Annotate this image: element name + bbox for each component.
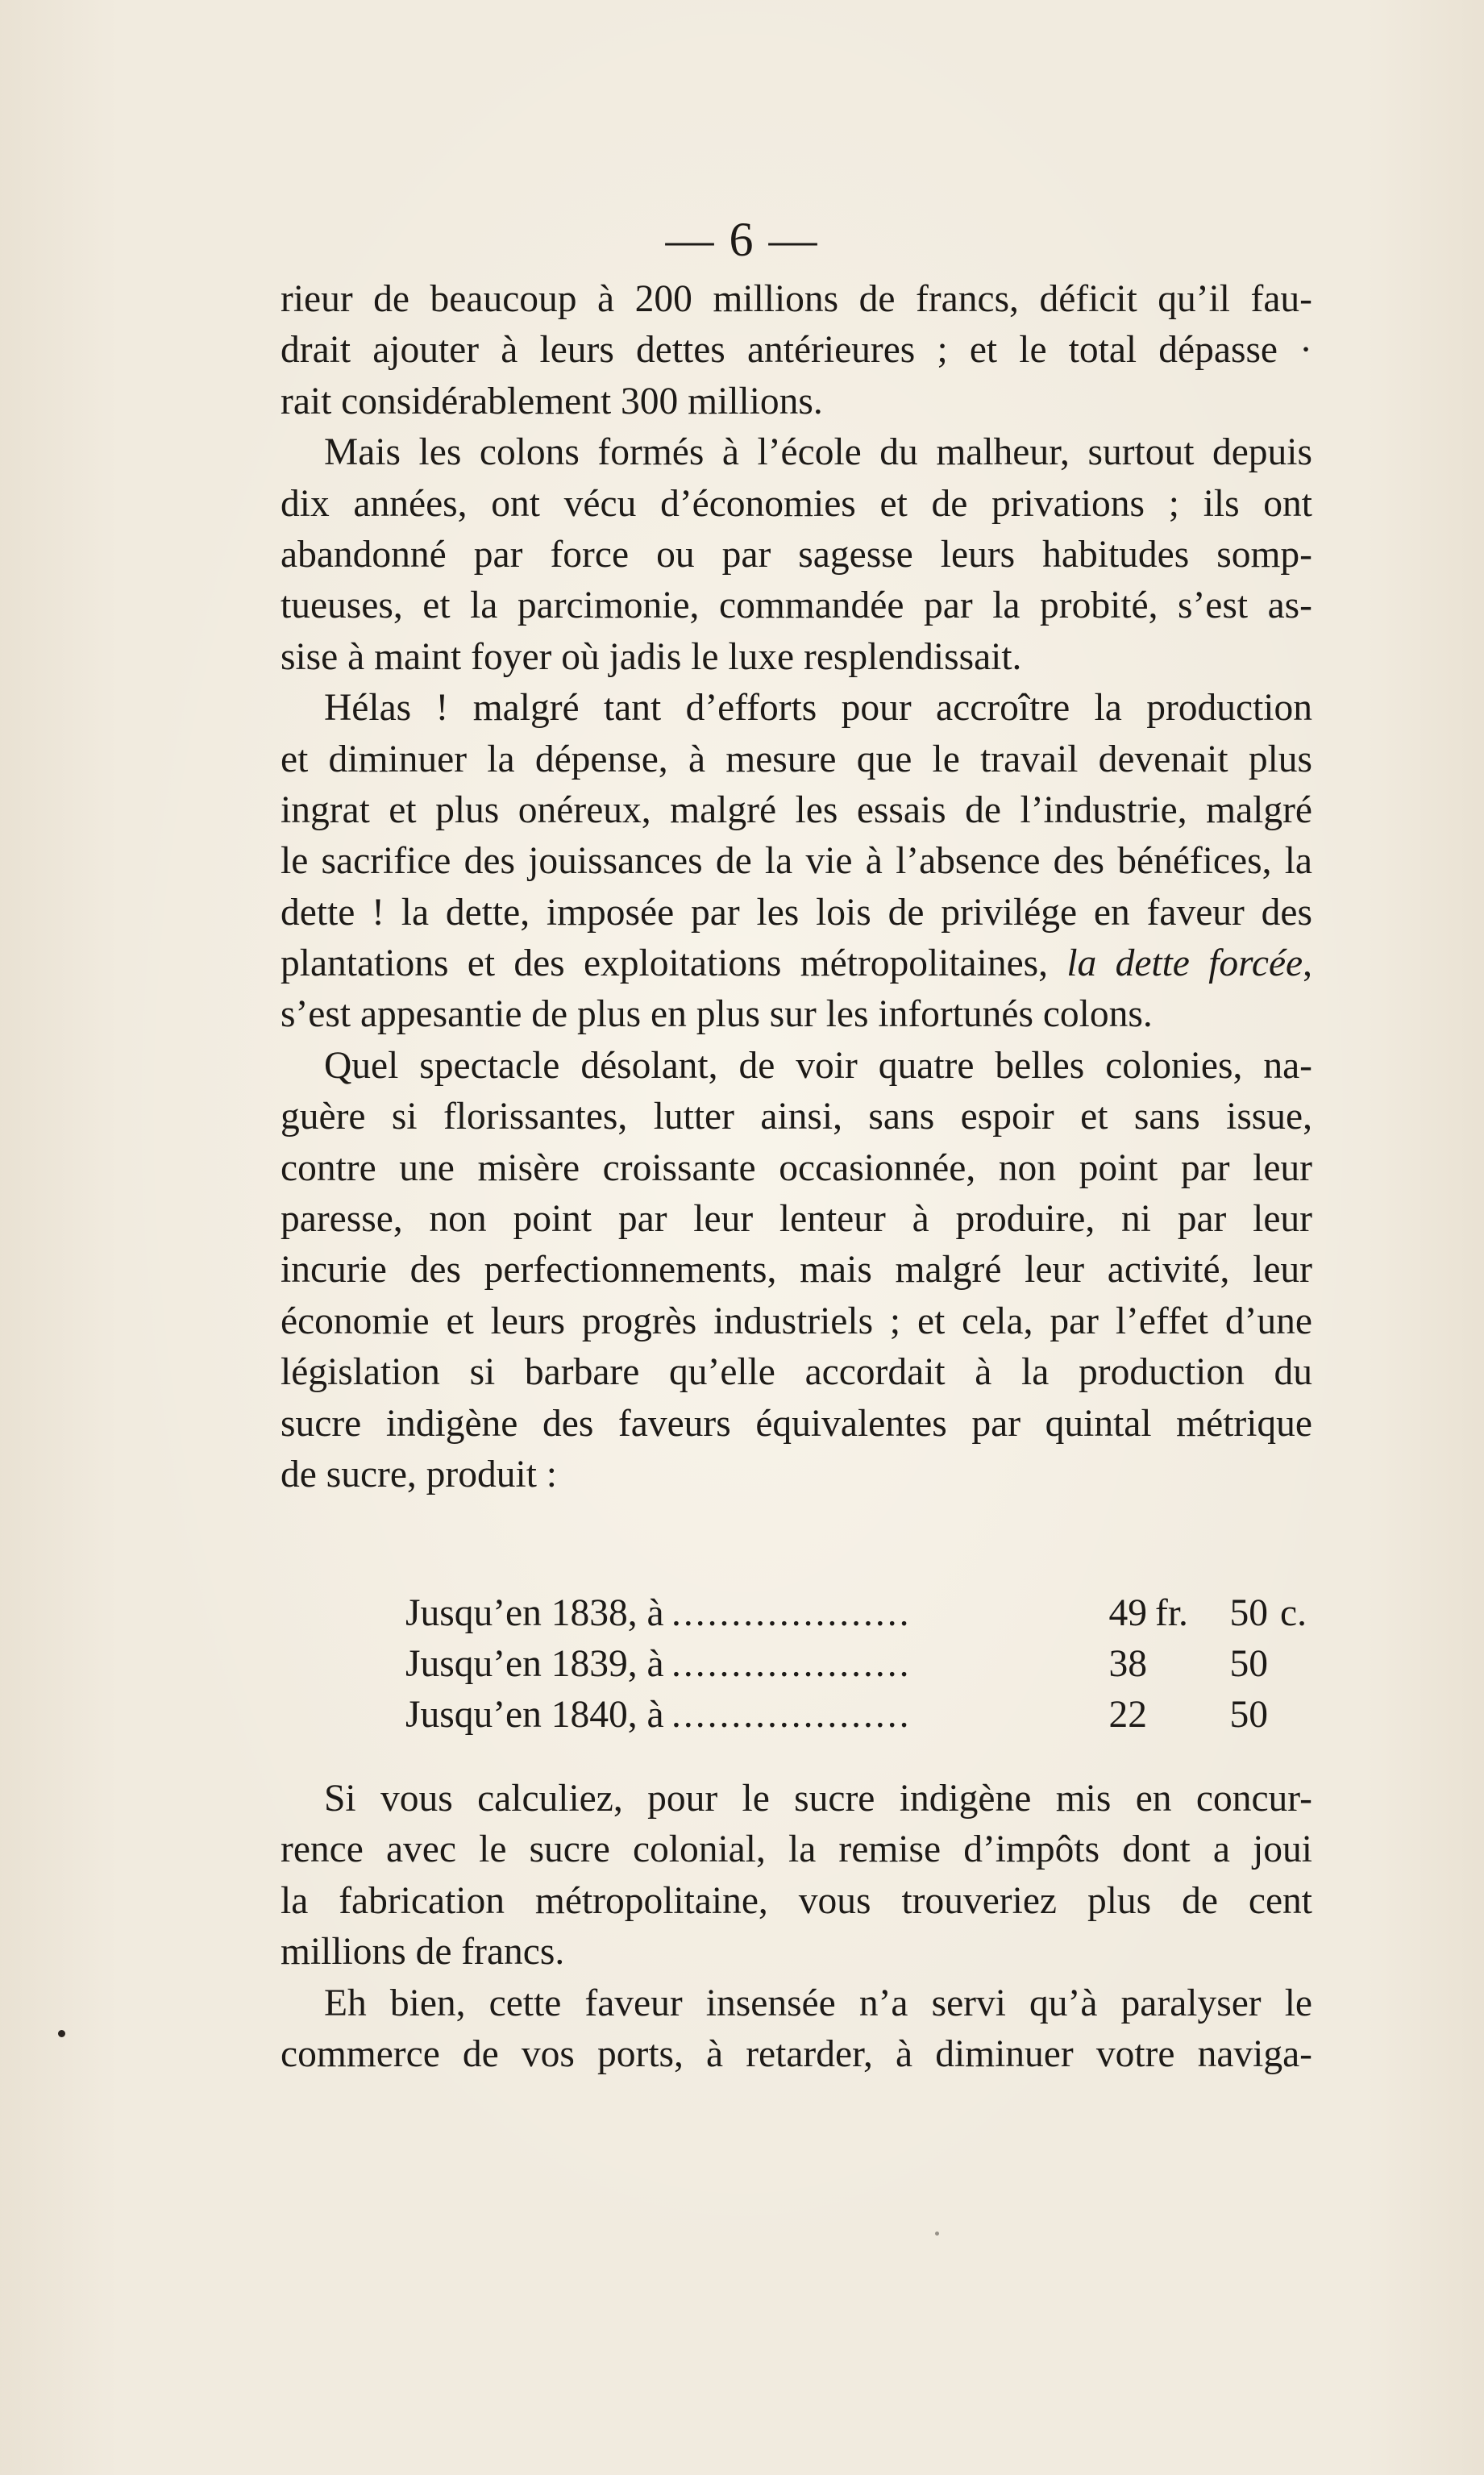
text-line: ingrat et plus onéreux, malgré les essais de l’industrie, malgré: [281, 788, 1312, 831]
text-line: guère si florissantes, lutter ainsi, sans espoir et sans issue,: [281, 1096, 1312, 1138]
body-text-continued: [281, 1774, 1312, 2080]
text-line: rence avec le sucre colonial, la remise d’impôts dont a joui: [281, 1828, 1312, 1871]
text-line: contre une misère croissante occasionnée, non point par leur: [281, 1146, 1312, 1189]
text-line: Quel spectacle désolant, de voir quatre belles colonies, na-: [324, 1044, 1312, 1087]
page-number: — 6 —: [665, 213, 819, 266]
text-line: législation si barbare qu’elle accordait à la production du: [281, 1351, 1312, 1394]
text-line: rait considérablement 300 millions.: [281, 380, 823, 422]
text-line: et diminuer la dépense, à mesure que le travail devenait plus: [281, 738, 1312, 780]
francs-value: 38: [1108, 1643, 1147, 1685]
text-line: Eh bien, cette faveur insensée n’a servi qu’à paralyser le: [324, 1982, 1312, 2024]
row-label: Jusqu’en 1840, à: [405, 1694, 664, 1736]
dot-leader: ....................: [671, 1643, 912, 1685]
ink-speck: [58, 2030, 65, 2037]
text-line: dette ! la dette, imposée par les lois de privilége en faveur des: [281, 891, 1312, 934]
text-line-with-italic: [281, 938, 1312, 989]
text-line: de sucre, produit :: [281, 1453, 557, 1495]
text-line: commerce de vos ports, à retarder, à diminuer votre naviga-: [281, 2032, 1312, 2075]
text-line: sucre indigène des faveurs équivalentes par quintal métrique: [281, 1402, 1312, 1445]
dot-leader: ....................: [671, 1592, 912, 1634]
text-line: sise à maint foyer où jadis le luxe resplendissait.: [281, 635, 1022, 678]
row-label: Jusqu’en 1839, à: [405, 1643, 664, 1685]
table-row: [405, 1690, 1308, 1741]
text-span: plantations et des exploitations métropolitaines,: [281, 942, 1067, 985]
francs-value: 49: [1108, 1592, 1147, 1634]
body-text: [281, 274, 1312, 1500]
text-line: économie et leurs progrès industriels ; et cela, par l’effet d’une: [281, 1300, 1312, 1342]
text-line: millions de francs.: [281, 1931, 565, 1974]
text-line: dix années, ont vécu d’économies et de privations ; ils ont: [281, 482, 1312, 525]
text-line: s’est appesantie de plus en plus sur les infortunés colons.: [281, 993, 1153, 1036]
text-line: la fabrication métropolitaine, vous trouveriez plus de cent: [281, 1879, 1312, 1922]
text-line: rieur de beaucoup à 200 millions de francs, déficit qu’il fau-: [281, 278, 1312, 320]
francs-unit: fr.: [1155, 1592, 1188, 1634]
text-line: Hélas ! malgré tant d’efforts pour accroître la production: [324, 687, 1312, 730]
text-line: incurie des perfectionnements, mais malgré leur activité, leur: [281, 1249, 1312, 1292]
text-line: drait ajouter à leurs dettes antérieures ; et le total dépasse ·: [281, 329, 1312, 372]
text-line: abandonné par force ou par sagesse leurs habitudes somp-: [281, 533, 1312, 576]
text-line: Mais les colons formés à l’école du malheur, surtout depuis: [324, 431, 1312, 474]
francs-value: 22: [1108, 1694, 1147, 1736]
text-line: Si vous calculiez, pour le sucre indigène mis en concur-: [324, 1778, 1312, 1820]
table-row: [405, 1588, 1308, 1639]
centimes-value: 50: [1229, 1643, 1268, 1685]
text-span: ,: [1303, 942, 1312, 985]
dot-leader: ....................: [671, 1694, 912, 1736]
text-line: tueuses, et la parcimonie, commandée par la probité, s’est as-: [281, 584, 1312, 627]
centimes-value: 50: [1229, 1694, 1268, 1736]
centimes-unit: c.: [1280, 1592, 1307, 1634]
table-row: [405, 1639, 1308, 1690]
ink-speck: [935, 2232, 939, 2236]
text-line: paresse, non point par leur lenteur à produire, ni par leur: [281, 1198, 1312, 1241]
centimes-value: 50: [1229, 1592, 1268, 1634]
italic-phrase: la dette forcée: [1066, 942, 1303, 985]
text-line: le sacrifice des jouissances de la vie à l’absence des bénéfices, la: [281, 840, 1312, 883]
tax-rate-table: [405, 1588, 1308, 1741]
row-label: Jusqu’en 1838, à: [405, 1592, 664, 1634]
